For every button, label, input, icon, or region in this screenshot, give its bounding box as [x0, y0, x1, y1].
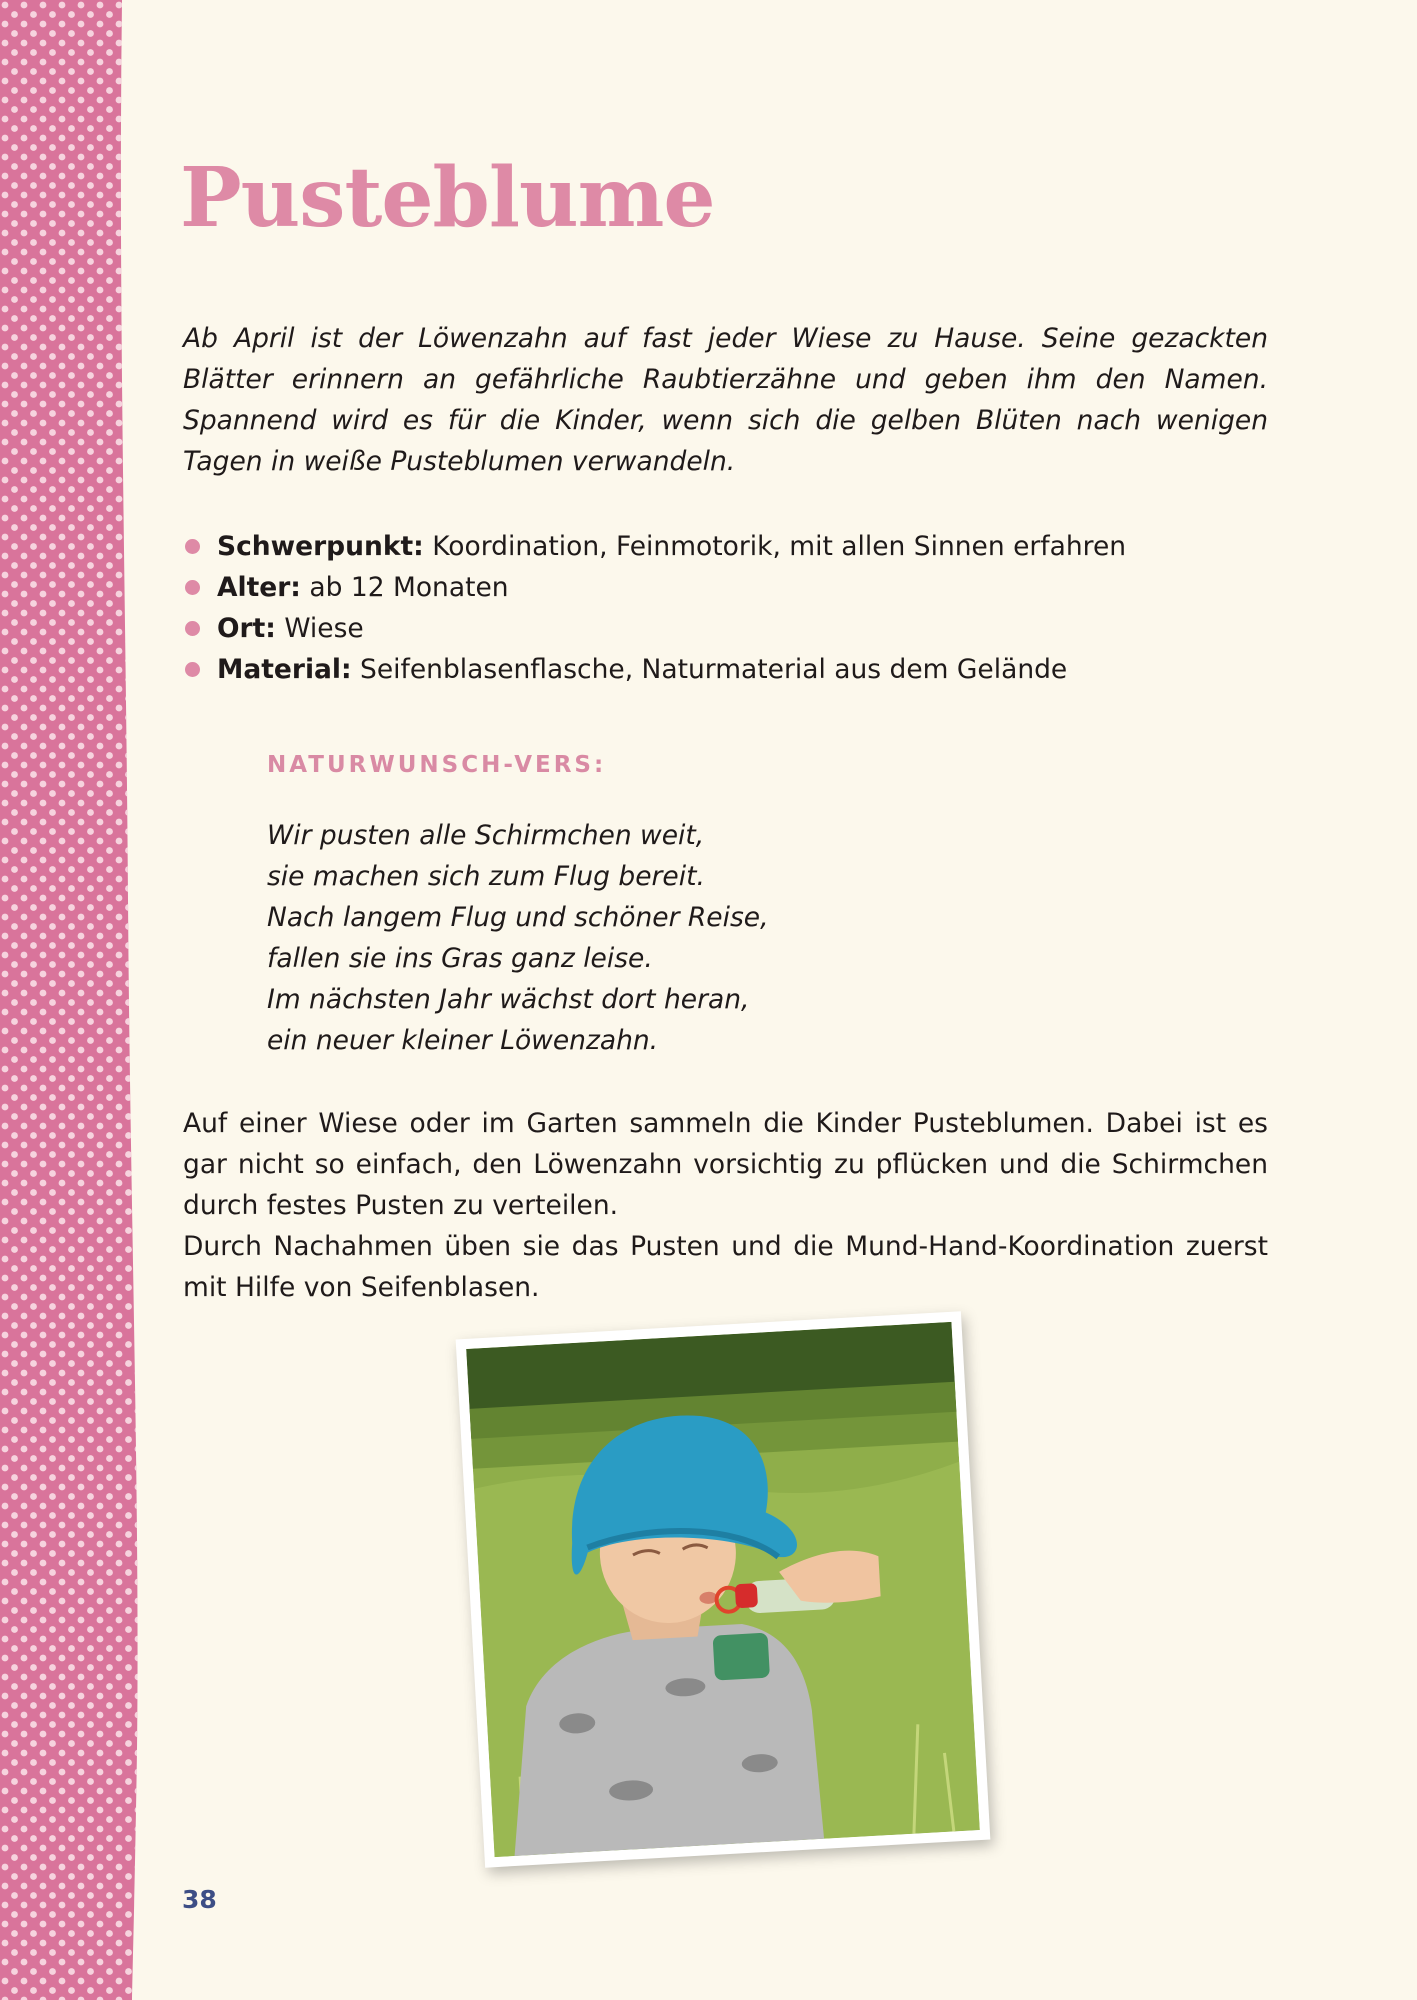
fact-value: Seifenblasenflasche, Naturmaterial aus dem Gelände: [360, 654, 1068, 685]
intro-paragraph: Ab April ist der Löwenzahn auf fast jeder Wiese zu Hause. Seine gezackten Blätter erinnern an gefährliche Raubtierzähne und geben ihm den Namen. Spannend wird es für die Kinder, wenn sich die gelben Blüten nach wenigen Tagen in weiße Pusteblumen verwandeln.: [183, 323, 1268, 477]
verse-block: [267, 815, 1067, 1061]
verse-line: Nach langem Flug und schöner Reise,: [267, 902, 769, 933]
fact-label: Material:: [217, 654, 352, 685]
fact-label: Alter:: [217, 572, 301, 603]
bullet-dot-icon: [185, 662, 200, 677]
body-text: [183, 1103, 1268, 1308]
child-blowing-bubbles-illustration: [466, 1322, 980, 1857]
fact-item-focus: [183, 526, 1268, 567]
child-photo: [456, 1311, 991, 1867]
facts-list: [183, 526, 1268, 690]
bullet-dot-icon: [185, 580, 200, 595]
body-paragraph: Auf einer Wiese oder im Garten sammeln die Kinder Pusteblumen. Dabei ist es gar nicht so einfach, den Löwenzahn vorsichtig zu pflücken und die Schirmchen durch festes Pusten zu verteilen.: [183, 1108, 1268, 1221]
fact-label: Ort:: [217, 613, 276, 644]
bullet-dot-icon: [185, 621, 200, 636]
fact-value: ab 12 Monaten: [309, 572, 509, 603]
fact-item-age: [183, 567, 1268, 608]
fact-value: Koordination, Feinmotorik, mit allen Sinnen erfahren: [432, 531, 1127, 562]
verse-line: sie machen sich zum Flug bereit.: [267, 861, 705, 892]
verse-line: fallen sie ins Gras ganz leise.: [267, 943, 653, 974]
bullet-dot-icon: [185, 539, 200, 554]
page-number: 38: [182, 1885, 217, 1914]
verse-line: Wir pusten alle Schirmchen weit,: [267, 820, 705, 851]
verse-line: Im nächsten Jahr wächst dort heran,: [267, 984, 750, 1015]
verse-heading: NATURWUNSCH-VERS:: [267, 752, 607, 778]
fact-item-material: [183, 649, 1268, 690]
verse-line: ein neuer kleiner Löwenzahn.: [267, 1025, 659, 1056]
page-title: Pusteblume: [180, 150, 715, 246]
fact-label: Schwerpunkt:: [217, 531, 424, 562]
fact-item-place: [183, 608, 1268, 649]
body-paragraph: Durch Nachahmen üben sie das Pusten und die Mund-Hand-Koordination zuerst mit Hilfe von Seifenblasen.: [183, 1231, 1268, 1303]
pink-dotted-side-border: [0, 0, 160, 2000]
fact-value: Wiese: [284, 613, 364, 644]
